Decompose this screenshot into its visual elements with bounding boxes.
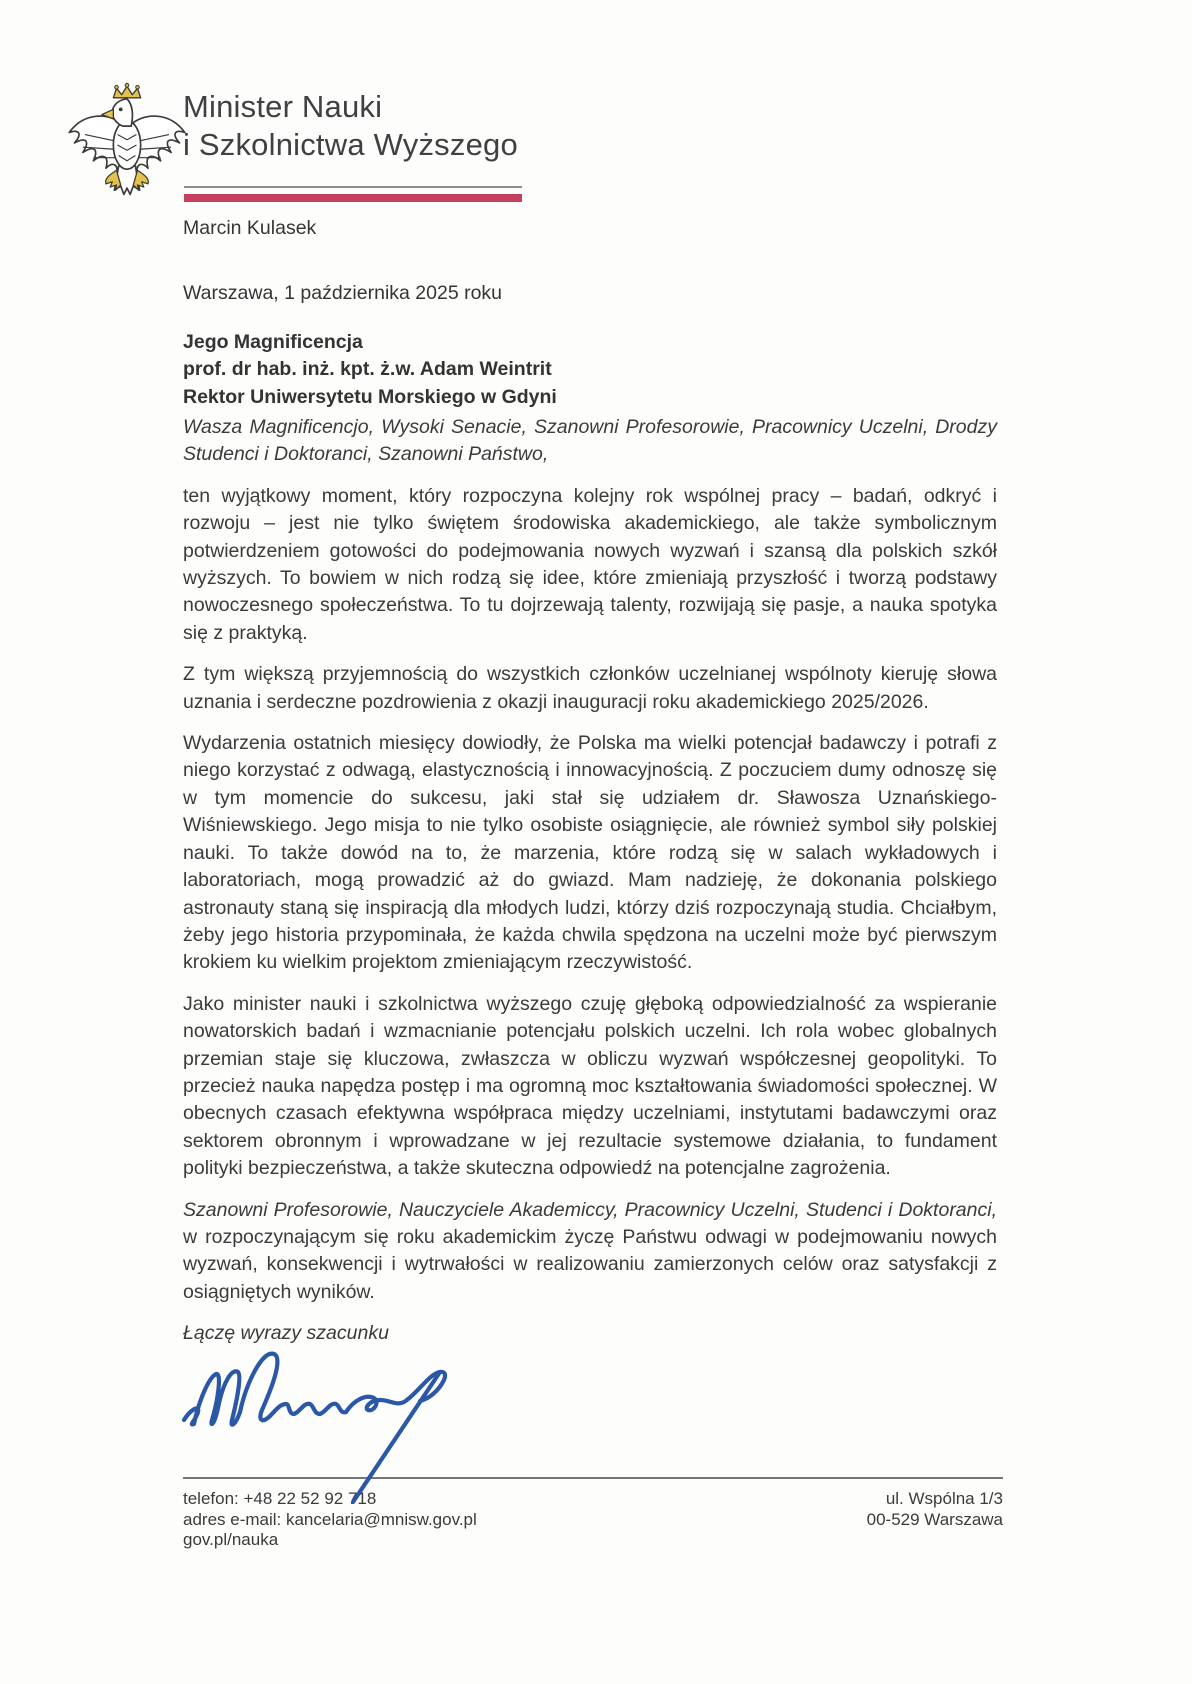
polish-eagle-emblem bbox=[64, 82, 190, 206]
footer-address-city: 00-529 Warszawa bbox=[866, 1509, 1003, 1529]
footer-address-block bbox=[703, 1489, 1003, 1530]
paragraph-5 bbox=[183, 1197, 997, 1307]
footer-email: adres e-mail: kancelaria@mnisw.gov.pl bbox=[183, 1509, 477, 1529]
final-paragraph-text: w rozpoczynającym się roku akademickim życzę Państwu odwagi w podejmowaniu nowych wyzwań, konsekwencji i wytrwałości w realizowaniu zamierzonych celów oraz satysfakcji z osiągniętych wyników. bbox=[183, 1225, 997, 1303]
signature-ink-icon bbox=[178, 1342, 478, 1507]
handwritten-signature bbox=[178, 1342, 478, 1512]
letterhead-thin-rule bbox=[184, 186, 522, 188]
letter-body bbox=[183, 414, 997, 1362]
addressee-block bbox=[183, 329, 557, 411]
valediction: Łączę wyrazy szacunku bbox=[183, 1322, 389, 1345]
sender-name: Marcin Kulasek bbox=[183, 217, 317, 239]
ministry-title bbox=[183, 88, 518, 164]
addressee-honorific: Jego Magnificencja bbox=[183, 331, 363, 353]
addressee-position: Rektor Uniwersytetu Morskiego w Gdyni bbox=[183, 385, 557, 408]
final-paragraph-italic-lead: Szanowni Profesorowie, Nauczyciele Akademiccy, Pracownicy Uczelni, Studenci i Doktoranci, bbox=[183, 1198, 997, 1221]
ministry-title-line1: Minister Nauki bbox=[183, 89, 383, 124]
addressee-name: prof. dr hab. inż. kpt. ż.w. Adam Weintrit bbox=[183, 358, 552, 381]
salutation: Wasza Magnificencjo, Wysoki Senacie, Szanowni Profesorowie, Pracownicy Uczelni, Drodzy Studenci i Doktoranci, Szanowni Państwo, bbox=[183, 416, 997, 466]
footer-address-street: ul. Wspólna 1/3 bbox=[885, 1489, 1003, 1508]
letterhead-red-rule bbox=[184, 194, 522, 202]
footer-website: gov.pl/nauka bbox=[183, 1530, 279, 1550]
paragraph-1: ten wyjątkowy moment, który rozpoczyna kolejny rok wspólnej pracy – badań, odkryć i rozwoju – jest nie tylko świętem środowiska akademickiego, ale także symbolicznym potwierdzeniem gotowości do podejmowania nowych wyzwań i szansą dla polskich szkół wyższych. To bowiem w nich rodzą się idee, które zmieniają przyszłość i tworzą podstawy nowoczesnego społeczeństwa. To tu dojrzewają talenty, rozwijają się pasje, a nauka spotyka się z praktyką. bbox=[183, 484, 997, 644]
paragraph-4: Jako minister nauki i szkolnictwa wyższego czuję głęboką odpowiedzialność za wspieranie nowatorskich badań i wzmacnianie potencjału polskich uczelni. Ich rola wobec globalnych przemian staje się kluczowa, zwłaszcza w obliczu wyzwań współczesnej geopolityki. To przecież nauka napędza postęp i ma ogromną moc kształtowania świadomości społecznej. W obecnych czasach efektywna współpraca między uczelniami, instytutami badawczymi oraz sektorem obronnym i wprowadzane w jej rezultacie systemowe działania, to fundament polityki bezpieczeństwa, a także skuteczna odpowiedź na potencjalne zagrożenia. bbox=[183, 992, 997, 1180]
eagle-icon bbox=[64, 82, 190, 206]
dateline: Warszawa, 1 października 2025 roku bbox=[183, 282, 503, 304]
ministry-title-line2: i Szkolnictwa Wyższego bbox=[183, 127, 518, 162]
footer-phone: telefon: +48 22 52 92 718 bbox=[183, 1489, 377, 1508]
paragraph-2: Z tym większą przyjemnością do wszystkich członków uczelnianej wspólnoty kieruję słowa uznania i serdeczne pozdrowienia z okazji inauguracji roku akademickiego 2025/2026. bbox=[183, 663, 997, 713]
paragraph-3: Wydarzenia ostatnich miesięcy dowiodły, że Polska ma wielki potencjał badawczy i potrafi z niego korzystać z odwagą, elastycznością i innowacyjnością. Z poczuciem dumy odnoszę się w tym momencie do sukcesu, jaki stał się udziałem dr. Sławosza Uznańskiego-Wiśniewskiego. Jego misja to nie tylko osobiste osiągnięcie, ale również symbol siły polskiej nauki. To także dowód na to, że marzenia, które rodzą się w salach wykładowych i laboratoriach, mogą prowadzić aż do gwiazd. Mam nadzieję, że dokonania polskiego astronauty staną się inspiracją dla młodych ludzi, którzy dziś rozpoczynają studia. Chciałbym, żeby jego historia przypominała, że każda chwila spędzona na uczelni może być pierwszym krokiem ku wielkim projektom zmieniającym rzeczywistość. bbox=[183, 732, 997, 974]
